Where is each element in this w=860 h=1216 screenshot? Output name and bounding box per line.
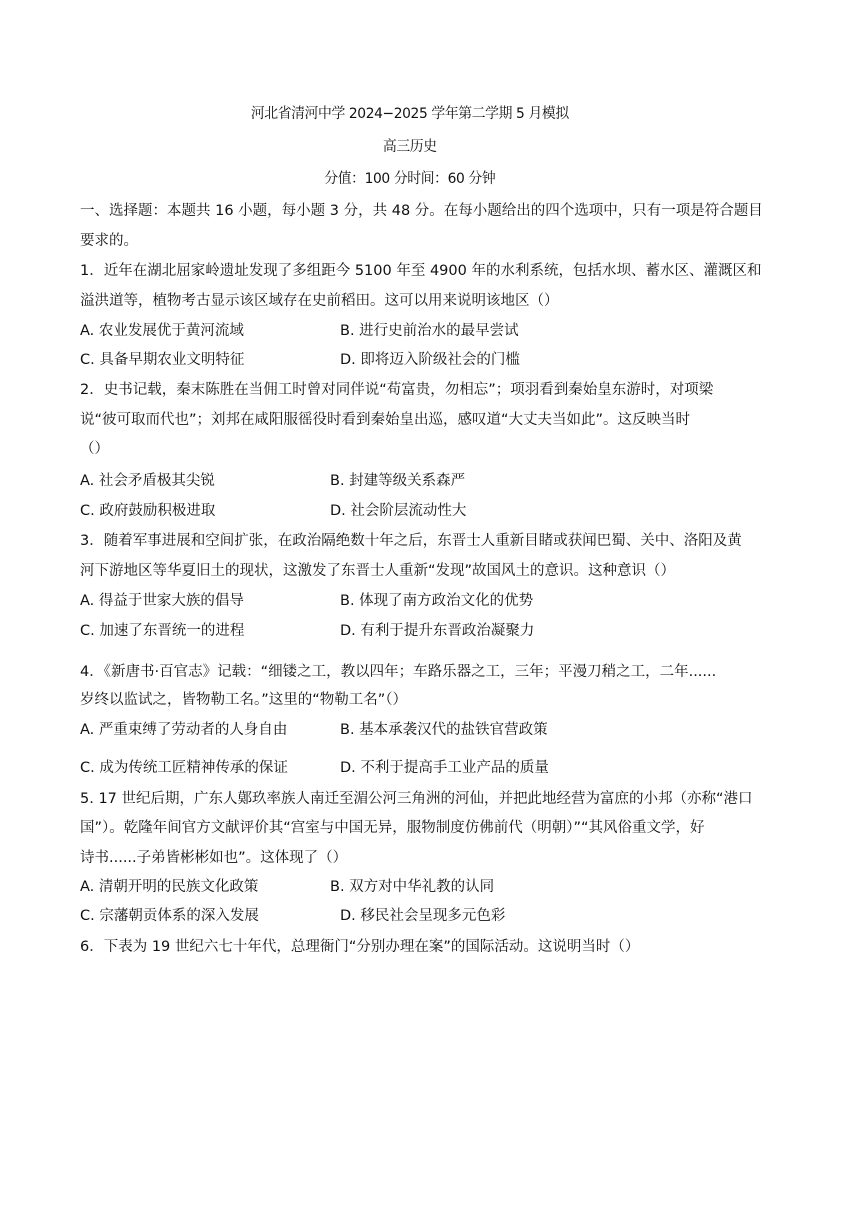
- question-6-stem-line-1: 6．下表为 19 世纪六七十年代，总理衙门“分别办理在案”的国际活动。这说明当时（）: [80, 939, 640, 955]
- question-2-option-a: A. 社会矛盾极其尖锐: [80, 473, 215, 489]
- question-4-option-a: A. 严重束缚了劳动者的人身自由: [80, 722, 288, 738]
- question-3-option-a: A. 得益于世家大族的倡导: [80, 593, 244, 609]
- question-4-stem-line-1: 4．《新唐书·百官志》记载：“细镂之工，教以四年；车路乐器之工，三年；平漫刀稍之工，二年......: [80, 664, 717, 680]
- question-3-option-c: C. 加速了东晋统一的进程: [80, 623, 245, 639]
- question-4-stem-line-2: 岁终以监试之，皆物勒工名。”这里的“物勒工名”（）: [80, 692, 408, 708]
- question-5-option-a: A. 清朝开明的民族文化政策: [80, 879, 259, 895]
- exam-title: 河北省清河中学 2024−2025 学年第二学期 5 月模拟: [250, 106, 569, 122]
- question-5-stem-line-2: 国”）。乾隆年间官方文献评价其“宫室与中国无异，服物制度仿佛前代（明朝）”“其风俗重文学，好: [80, 820, 705, 836]
- question-1-option-b: B. 进行史前治水的最早尝试: [340, 323, 519, 339]
- question-5-option-d: D. 移民社会呈现多元色彩: [340, 908, 506, 924]
- question-2-stem-line-3: （）: [80, 441, 109, 457]
- question-3-option-d: D. 有利于提升东晋政治凝聚力: [340, 623, 535, 639]
- question-4-option-c: C. 成为传统工匠精神传承的保证: [80, 760, 288, 776]
- question-5-stem-line-3: 诗书......子弟皆彬彬如也”。这体现了（）: [80, 850, 348, 866]
- question-1-option-c: C. 具备早期农业文明特征: [80, 352, 245, 368]
- question-2-stem-line-2: 说“彼可取而代也”；刘邦在咸阳服徭役时看到秦始皇出巡，感叹道“大丈夫当如此”。这反映当时: [80, 412, 691, 428]
- question-1-option-a: A. 农业发展优于黄河流域: [80, 323, 244, 339]
- question-1-stem-line-1: 1．近年在湖北屈家岭遗址发现了多组距今 5100 年至 4900 年的水利系统，包括水坝、蓄水区、灌溉区和: [80, 263, 762, 279]
- question-4-option-b: B. 基本承袭汉代的盐铁官营政策: [340, 722, 548, 738]
- question-1-option-d: D. 即将迈入阶级社会的门槛: [340, 352, 520, 368]
- section-intro-line-1: 一、选择题：本题共 16 小题，每小题 3 分，共 48 分。在每小题给出的四个选项中，只有一项是符合题目: [80, 203, 763, 219]
- question-3-stem-line-1: 3．随着军事进展和空间扩张，在政治隔绝数十年之后，东晋士人重新目睹或获闻巴蜀、关中、洛阳及黄: [80, 533, 742, 549]
- score-time: 分值：100 分时间：60 分钟: [324, 171, 496, 187]
- question-5-option-c: C. 宗藩朝贡体系的深入发展: [80, 908, 259, 924]
- question-1-stem-line-2: 溢洪道等，植物考古显示该区域存在史前稻田。这可以用来说明该地区（）: [80, 293, 559, 309]
- question-3-stem-line-2: 河下游地区等华夏旧土的现状，这激发了东晋士人重新“发现”故国风土的意识。这种意识（）: [80, 563, 676, 579]
- question-2-option-d: D. 社会阶层流动性大: [330, 503, 467, 519]
- question-5-option-b: B. 双方对中华礼教的认同: [330, 879, 495, 895]
- question-2-option-c: C. 政府鼓励积极进取: [80, 503, 216, 519]
- question-5-stem-line-1: 5. 17 世纪后期，广东人鄚玖率族人南迁至湄公河三角洲的河仙，并把此地经营为富庶的小邦（亦称“港口: [80, 791, 753, 807]
- subject-title: 高三历史: [382, 139, 437, 155]
- question-4-option-d: D. 不利于提高手工业产品的质量: [340, 760, 549, 776]
- question-2-stem-line-1: 2．史书记载，秦末陈胜在当佣工时曾对同伴说“苟富贵，勿相忘”；项羽看到秦始皇东游时，对项梁: [80, 382, 714, 398]
- section-intro-line-2: 要求的。: [80, 233, 138, 249]
- question-2-option-b: B. 封建等级关系森严: [330, 473, 466, 489]
- question-3-option-b: B. 体现了南方政治文化的优势: [340, 593, 534, 609]
